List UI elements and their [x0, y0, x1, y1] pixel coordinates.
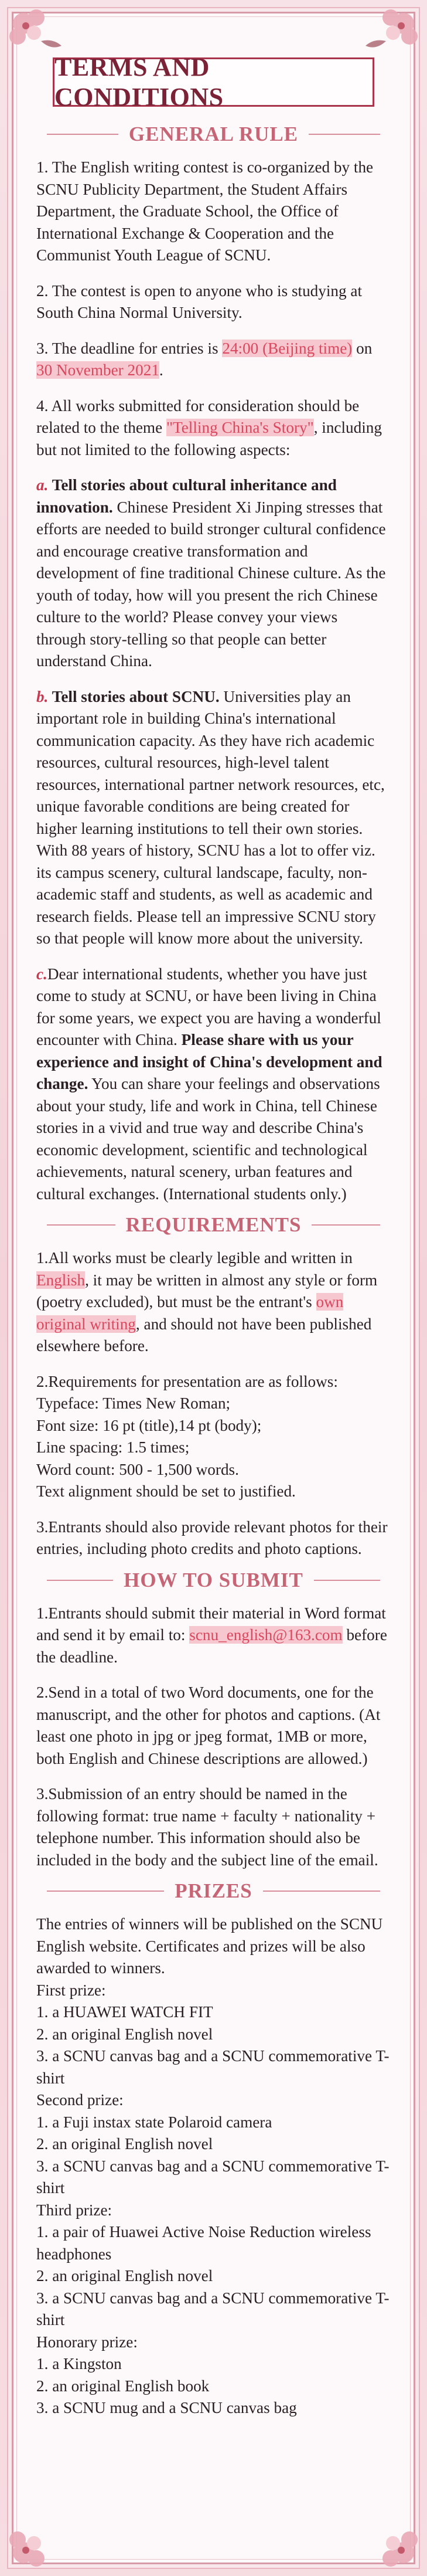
- prize-tier: First prize:: [36, 1981, 106, 1999]
- general-rule-item-2: 2. The contest is open to anyone who is studying at South China Normal University.: [36, 281, 363, 321]
- text: , and should not have been published elsewhere before.: [36, 1315, 372, 1355]
- aspect-letter: b.: [36, 687, 49, 705]
- submit-item-1: [36, 1603, 391, 1669]
- text: , including but not limited to the following aspects:: [36, 419, 382, 459]
- aspect-text: Dear international students, whether you have just come to study at SCNU, or have been living in China for some years, we expect you are having a wonderful encounter with China.: [36, 965, 381, 1048]
- text: 1.All works must be clearly legible and written in: [36, 1249, 353, 1267]
- requirement-item-1: [36, 1247, 391, 1357]
- aspect-letter: c.: [36, 965, 47, 983]
- section-heading-requirements: [36, 1211, 391, 1239]
- language: English: [36, 1271, 86, 1289]
- divider: [47, 1891, 164, 1892]
- prize-item: 1. a Fuji instax state Polaroid camera: [36, 2113, 272, 2131]
- requirement-item-3: 3.Entrants should also provide relevant photos for their entries, including photo credits and photo captions.: [36, 1518, 388, 1557]
- list-item: Line spacing: 1.5 times;: [36, 1438, 190, 1456]
- list-item: Typeface: Times New Roman;: [36, 1394, 231, 1412]
- prize-item: 3. a SCNU mug and a SCNU canvas bag: [36, 2399, 297, 2417]
- email-link[interactable]: scnu_english@163.com: [189, 1626, 343, 1644]
- flower-decoration-bottom-left-icon: [0, 2506, 70, 2576]
- section-heading-prizes: [36, 1877, 391, 1905]
- aspect-title: Tell stories about SCNU.: [48, 687, 220, 705]
- aspect-text: You can share your feelings and observations about your study, life and work in China, tell Chinese stories in a vivid and true way and describe China's economic development, scientific and technological achievements, natural scenery, urban features and cultural exchanges. (International students only.): [36, 1075, 380, 1203]
- section-heading-general-rule: [36, 120, 391, 148]
- submit-item-2: 2.Send in a total of two Word documents, one for the manuscript, and the other for photos and captions. (At least one photo in jpg or jpeg format, 1MB or more, both English and Chinese descriptions are allowed.): [36, 1684, 381, 1767]
- submit-item-3: 3.Submission of an entry should be named in the following format: true name + faculty + nationality + telephone number. This information should also be included in the body and the subject line of the email.: [36, 1785, 378, 1869]
- list-item: Font size: 16 pt (title),14 pt (body);: [36, 1416, 262, 1434]
- prize-item: 1. a pair of Huawei Active Noise Reduction wireless headphones: [36, 2223, 371, 2263]
- heading-text: PRIZES: [175, 1879, 252, 1903]
- deadline-date: 30 November 2021: [36, 361, 159, 379]
- title-box: [53, 53, 374, 111]
- prize-item: 1. a Kingston: [36, 2355, 122, 2373]
- divider: [47, 1224, 115, 1226]
- prize-item: 3. a SCNU canvas bag and a SCNU commemorative T-shirt: [36, 2047, 390, 2087]
- section-heading-how-to-submit: [36, 1566, 391, 1594]
- theme: "Telling China's Story": [166, 419, 314, 436]
- heading-text: GENERAL RULE: [128, 123, 299, 146]
- page-title: TERMS AND CONDITIONS: [54, 53, 224, 111]
- divider: [47, 134, 118, 135]
- originality: own original writing: [36, 1293, 344, 1333]
- prize-item: 2. an original English novel: [36, 2267, 213, 2285]
- prize-item: 3. a SCNU canvas bag and a SCNU commemorative T-shirt: [36, 2289, 390, 2329]
- divider: [263, 1891, 380, 1892]
- divider: [47, 1580, 113, 1581]
- heading-text: REQUIREMENTS: [125, 1213, 302, 1237]
- text: 4. All works submitted for consideration should be related to the theme: [36, 396, 360, 436]
- aspect-title: Tell stories about cultural inheritance and innovation.: [36, 476, 337, 516]
- list-item: Text alignment should be set to justified.: [36, 1482, 296, 1500]
- aspect-title: Please share with us your experience and insight of China's development and change.: [36, 1031, 382, 1092]
- prize-item: 2. an original English book: [36, 2377, 210, 2395]
- aspect-c: [36, 963, 391, 1206]
- prize-tier: Honorary prize:: [36, 2333, 138, 2351]
- prizes-intro: The entries of winners will be published on the SCNU English website. Certificates and prizes will be also awarded to winners.: [36, 1915, 383, 1977]
- prize-list: [36, 1980, 391, 2419]
- prize-item: 3. a SCNU canvas bag and a SCNU commemorative T-shirt: [36, 2157, 390, 2197]
- prize-item: 2. an original English novel: [36, 2025, 213, 2043]
- text: before the deadline.: [36, 1626, 387, 1666]
- aspect-text: Universities play an important role in building China's international communication capacity. As they have rich academic resources, cultural resources, high-level talent resources, international partner network resources, etc, unique favorable conditions are being created for higher learning institutions to tell their own stories. With 88 years of history, SCNU has a lot to offer viz. its campus scenery, cultural landscape, faculty, non-academic staff and students, as well as academic and research fields. Please tell an impressive SCNU story so that people will know more about the university.: [36, 687, 385, 947]
- aspect-a: [36, 474, 391, 673]
- text: , it may be written in almost any style or form (poetry excluded), but must be the entrant's: [36, 1271, 378, 1311]
- requirement-item-2: [36, 1371, 391, 1503]
- prize-item: 1. a HUAWEI WATCH FIT: [36, 2003, 213, 2021]
- list-item: Word count: 500 - 1,500 words.: [36, 1460, 239, 1478]
- aspect-text: Chinese President Xi Jinping stresses that efforts are needed to build stronger cultural confidence and encourage creative transformation and development of fine traditional Chinese culture. As the youth of today, how will you present the rich Chinese culture to the world? Please convey your views through story-telling so that people can better understand China.: [36, 498, 386, 670]
- heading-text: HOW TO SUBMIT: [124, 1568, 303, 1591]
- prize-tier: Second prize:: [36, 2091, 124, 2109]
- text: .: [159, 361, 163, 379]
- aspect-b: [36, 686, 391, 950]
- general-rule-item-3: [36, 338, 391, 382]
- text: 3. The deadline for entries is: [36, 339, 223, 357]
- divider: [309, 134, 380, 135]
- deadline-time: 24:00 (Beijing time): [222, 339, 353, 357]
- general-rule-item-1: 1. The English writing contest is co-organized by the SCNU Publicity Department, the Student Affairs Department, the Graduate School, the Office of International Exchange & Cooperation and the Communist Youth League of SCNU.: [36, 158, 374, 264]
- aspect-letter: a.: [36, 476, 49, 494]
- list-item: 2.Requirements for presentation are as follows:: [36, 1372, 338, 1390]
- prize-tier: Third prize:: [36, 2201, 112, 2219]
- text: 1.Entrants should submit their material in Word format and send it by email to:: [36, 1604, 386, 1644]
- divider: [312, 1224, 380, 1226]
- divider: [314, 1580, 380, 1581]
- text: on: [352, 339, 373, 357]
- content: [36, 120, 391, 2419]
- general-rule-item-4: [36, 395, 391, 461]
- prize-item: 2. an original English novel: [36, 2135, 213, 2153]
- flower-decoration-bottom-right-icon: [357, 2506, 427, 2576]
